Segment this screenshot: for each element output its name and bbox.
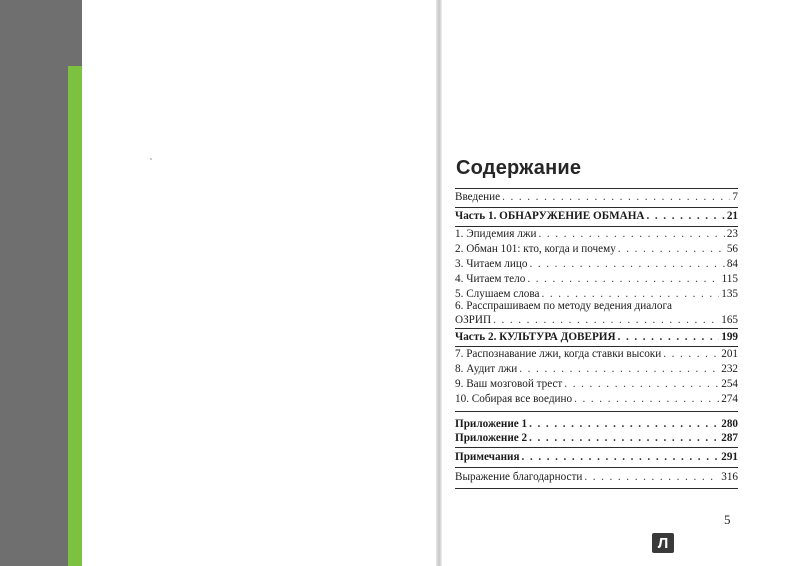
toc-entry-label: 2. Обман 101: кто, когда и почему — [455, 243, 616, 255]
book-cover-edge — [68, 66, 82, 566]
section-rule — [455, 447, 738, 448]
toc-entry-page: 280 — [721, 418, 738, 430]
toc-entry-page: 201 — [721, 348, 738, 360]
toc-leader — [502, 191, 730, 203]
bottom-rule — [455, 488, 738, 489]
toc-entry-part1 — [455, 210, 738, 226]
toc-leader — [584, 471, 719, 483]
section-rule — [455, 346, 738, 347]
section-rule — [455, 226, 738, 227]
toc-entry-label: 7. Распознавание лжи, когда ставки высоки — [455, 348, 662, 360]
toc-entry-notes — [455, 451, 738, 467]
toc-leader — [564, 378, 719, 390]
toc-entry-label: Часть 1. ОБНАРУЖЕНИЕ ОБМАНА — [455, 210, 645, 222]
toc-title: Содержание — [456, 157, 582, 179]
toc-entry-page: 254 — [721, 378, 738, 390]
toc-entry-page: 274 — [721, 393, 738, 405]
toc-leader — [618, 331, 720, 343]
toc-entry-label: 9. Ваш мозговой трест — [455, 378, 563, 390]
paper-speck — [150, 158, 152, 160]
toc-entry-label: Выражение благодарности — [455, 471, 583, 483]
toc-entry-page: 115 — [721, 273, 738, 285]
section-rule — [455, 467, 738, 468]
toc-leader — [529, 258, 724, 270]
toc-entry-label: ОЗРИП — [455, 314, 492, 326]
toc-entry-page: 84 — [726, 258, 738, 270]
toc-entry-chapter — [455, 243, 738, 259]
toc-entry-label: 4. Читаем тело — [455, 273, 526, 285]
toc-entry-label: 10. Собирая все воедино — [455, 393, 573, 405]
toc-entry-page: 135 — [721, 288, 738, 300]
toc-entry-label: Часть 2. КУЛЬТУРА ДОВЕРИЯ — [455, 331, 616, 343]
labirint-logo-icon: Л — [652, 533, 674, 553]
toc-entry-label: Примечания — [455, 451, 520, 463]
toc-entry-label: Приложение 1 — [455, 418, 528, 430]
toc-entry-chapter — [455, 378, 738, 394]
toc-leader — [522, 451, 720, 463]
toc-leader — [493, 314, 719, 326]
toc-leader — [574, 393, 719, 405]
toc-entry-page: 291 — [721, 451, 738, 463]
toc-entry-acknowledgements — [455, 471, 738, 487]
toc-entry-page: 232 — [721, 363, 738, 375]
toc-entry-chapter — [455, 393, 738, 409]
toc-entry-page: 7 — [732, 191, 738, 203]
title-rule — [455, 188, 738, 189]
toc-entry-label: 3. Читаем лицо — [455, 258, 528, 270]
page-number: 5 — [724, 512, 731, 527]
toc-entry-intro — [455, 191, 738, 207]
toc-entry-page: 21 — [726, 210, 738, 222]
toc-leader — [618, 243, 725, 255]
toc-leader — [529, 432, 719, 444]
toc-entry-page: 199 — [721, 331, 738, 343]
toc-entry-page: 23 — [726, 228, 738, 240]
toc-entry-label: 1. Эпидемия лжи — [455, 228, 537, 240]
section-rule — [455, 411, 738, 412]
toc-entry-part2 — [455, 331, 738, 347]
toc-entry-page: 287 — [721, 432, 738, 444]
toc-entry-appendix2 — [455, 432, 738, 448]
toc-leader — [529, 418, 719, 430]
toc-leader — [527, 273, 719, 285]
toc-leader — [647, 210, 725, 222]
toc-entry-chapter — [455, 258, 738, 274]
toc-entry-chapter — [455, 363, 738, 379]
toc-entry-page: 56 — [726, 243, 738, 255]
toc-entry-chapter — [455, 348, 738, 364]
section-rule — [455, 207, 738, 208]
toc-entry-label: Приложение 2 — [455, 432, 528, 444]
toc-entry-label: 8. Аудит лжи — [455, 363, 518, 375]
toc-entry-label: 5. Слушаем слова — [455, 288, 540, 300]
toc-entry-chapter — [455, 273, 738, 289]
toc-entry-label: Введение — [455, 191, 501, 203]
toc-leader — [542, 288, 720, 300]
toc-leader — [519, 363, 719, 375]
toc-entry-label-line1: 6. Расспрашиваем по методу ведения диалога — [455, 300, 672, 312]
left-page-blank — [82, 0, 438, 566]
toc-entry-chapter — [455, 228, 738, 244]
toc-entry-page: 316 — [721, 471, 738, 483]
section-rule — [455, 328, 738, 329]
toc-leader — [663, 348, 719, 360]
toc-leader — [539, 228, 725, 240]
toc-entry-page: 165 — [721, 314, 738, 326]
